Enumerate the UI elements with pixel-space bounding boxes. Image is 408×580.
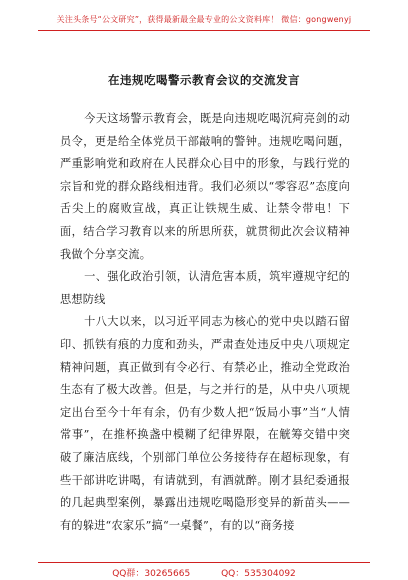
footer [0, 566, 408, 579]
paragraph-text: 今天这场警示教育会，既是向违规吃喝沉疴亮剑的动员令，更是给全体党员干部敲响的警钟。违规吃喝问题，严重影响党和政府在人民群众心目中的形象，与践行党的宗旨和党的群众路线相违背。我们必须以“零容忍”态度向舌尖上的腐败宣战，真正让铁规生威、让禁令带电！下面，结合学习教育以来的所思所获，就贯彻此次会议精神我做个分享交流。 [60, 112, 350, 261]
footer-divider [38, 562, 370, 563]
header-divider [38, 30, 370, 31]
header-note: 关注头条号“公文研究”，获得最新最全最专业的公文资料库！ 微信：gongwenyj [56, 15, 352, 24]
footer-qq-group: QQ群：30265665 [112, 569, 191, 579]
section-heading [60, 266, 350, 311]
paragraph-text: 十八大以来，以习近平同志为核心的党中央以踏石留印、抓铁有痕的力度和劲头，严肃查处违反中央八项规定精神问题，真正做到有令必行、有禁必止，推动全党政治生态有了极大改善。但是，与之并行的是，从中央八项规定出台至今十年有余，仍有少数人把“饭局小事”当“人情常事”，在推杯换盏中模糊了纪律界限，在觥筹交错中突破了廉洁底线，个别部门单位公务接待存在超标现象，有些干部讲吃讲喝，有请就到，有酒就醉。刚才县纪委通报的几起典型案例，暴露出违规吃喝隐形变异的新苗头——有的躲进“农家乐”搞“一桌餐”，有的以“商务接 [60, 315, 350, 532]
document-body [60, 108, 350, 537]
document-title: 在违规吃喝警示教育会议的交流发言 [108, 73, 300, 87]
paragraph [60, 311, 350, 537]
section-heading-text: 一、强化政治引领，认清危害本质，筑牢遵规守纪的思想防线 [60, 270, 350, 306]
paragraph [60, 108, 350, 266]
footer-qq: QQ：535304092 [221, 569, 296, 579]
